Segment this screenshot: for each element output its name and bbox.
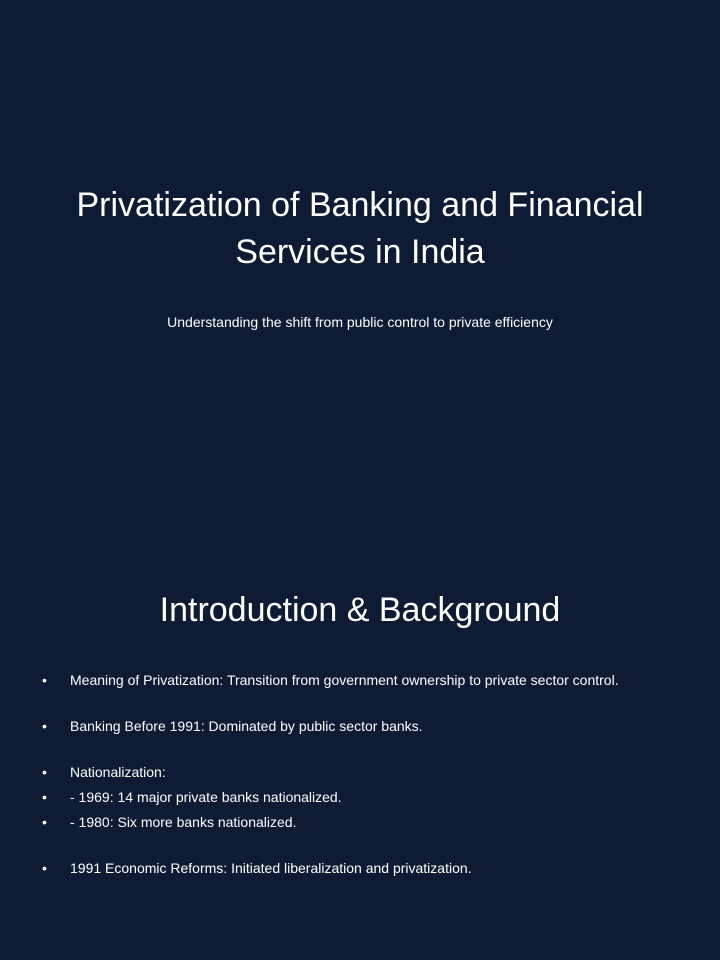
bullet-item [42, 716, 680, 737]
bullet-text: Nationalization: [70, 764, 166, 780]
bullet-marker: • [42, 789, 47, 805]
bullet-list [42, 670, 680, 883]
bullet-item [42, 858, 680, 879]
bullet-marker: • [42, 764, 47, 780]
presentation-subtitle: Understanding the shift from public control to private efficiency [167, 314, 553, 330]
bullet-marker: • [42, 718, 47, 734]
bullet-text: Meaning of Privatization: Transition from government ownership to private sector control. [70, 672, 619, 688]
section-heading: Introduction & Background [159, 591, 561, 629]
bullet-marker: • [42, 860, 47, 876]
bullet-text: Banking Before 1991: Dominated by public sector banks. [70, 718, 423, 734]
bullet-text: - 1969: 14 major private banks nationalized. [70, 789, 342, 805]
presentation-title: Privatization of Banking and Financial Services in India [76, 186, 644, 271]
bullet-item [42, 812, 680, 833]
bullet-item [42, 670, 680, 691]
bullet-text: - 1980: Six more banks nationalized. [70, 814, 297, 830]
bullet-item [42, 787, 680, 808]
bullet-text: 1991 Economic Reforms: Initiated liberalization and privatization. [70, 860, 472, 876]
bullet-marker: • [42, 814, 47, 830]
introduction-slide [0, 540, 720, 960]
bullet-item [42, 762, 680, 783]
bullet-marker: • [42, 672, 47, 688]
